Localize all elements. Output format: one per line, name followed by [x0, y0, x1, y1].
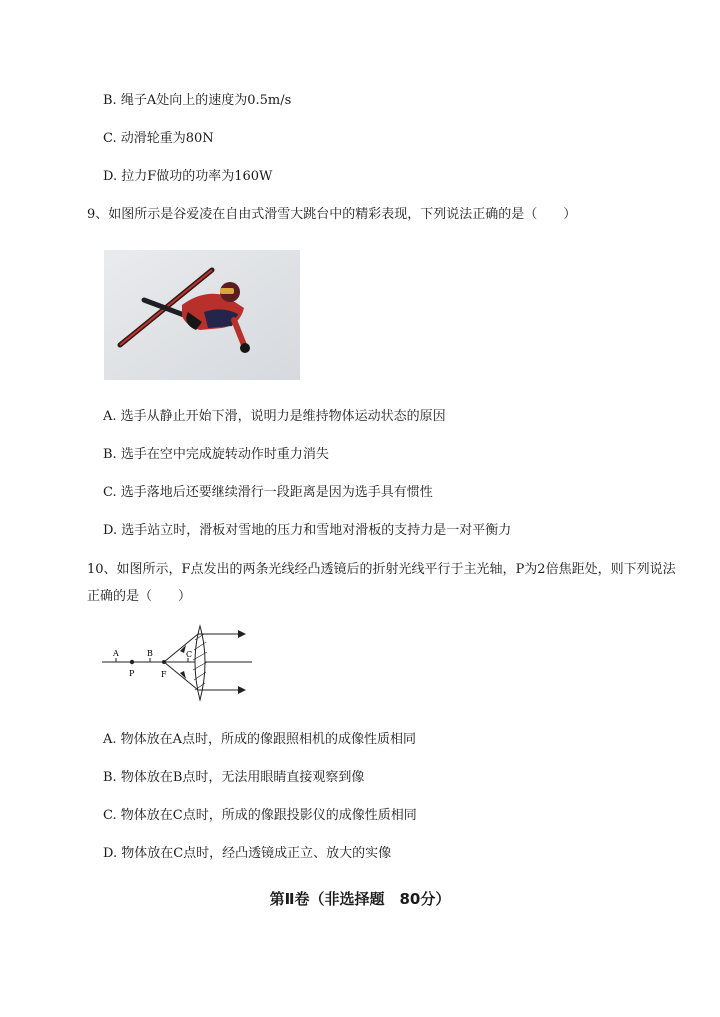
q9-option-b: B. 选手在空中完成旋转动作时重力消失 — [103, 447, 329, 462]
skier-photo — [104, 250, 300, 380]
label-a: A — [113, 649, 119, 658]
q9-option-d: D. 选手站立时，滑板对雪地的压力和雪地对滑板的支持力是一对平衡力 — [103, 523, 512, 538]
q10-option-b: B. 物体放在B点时，无法用眼睛直接观察到像 — [103, 770, 365, 785]
label-f: F — [161, 670, 167, 679]
label-c: C — [186, 650, 193, 659]
question-10-stem: 10、如图所示，F点发出的两条光线经凸透镜后的折射光线平行于主光轴，P为2倍焦距处，则下列说法正确的是（ ） — [87, 562, 676, 604]
option-c-prev: C. 动滑轮重为80N — [103, 131, 214, 146]
option-b-prev: B. 绳子A处向上的速度为0.5m/s — [103, 93, 292, 108]
q10-option-d: D. 物体放在C点时，经凸透镜成正立、放大的实像 — [103, 846, 392, 861]
q9-option-a: A. 选手从静止开始下滑，说明力是维持物体运动状态的原因 — [103, 409, 446, 424]
convex-lens-diagram — [100, 620, 260, 710]
q9-option-c: C. 选手落地后还要继续滑行一段距离是因为选手具有惯性 — [103, 485, 433, 500]
label-b: B — [147, 649, 153, 658]
option-d-prev: D. 拉力F做功的功率为160W — [103, 169, 273, 184]
q10-option-a: A. 物体放在A点时，所成的像跟照相机的成像性质相同 — [103, 732, 417, 747]
question-9-stem: 9、如图所示是谷爱凌在自由式滑雪大跳台中的精彩表现，下列说法正确的是（ ） — [87, 207, 577, 222]
label-p: P — [129, 669, 135, 678]
section-title: 第Ⅱ卷（非选择题 80分） — [269, 890, 451, 908]
q10-option-c: C. 物体放在C点时，所成的像跟投影仪的成像性质相同 — [103, 808, 417, 823]
